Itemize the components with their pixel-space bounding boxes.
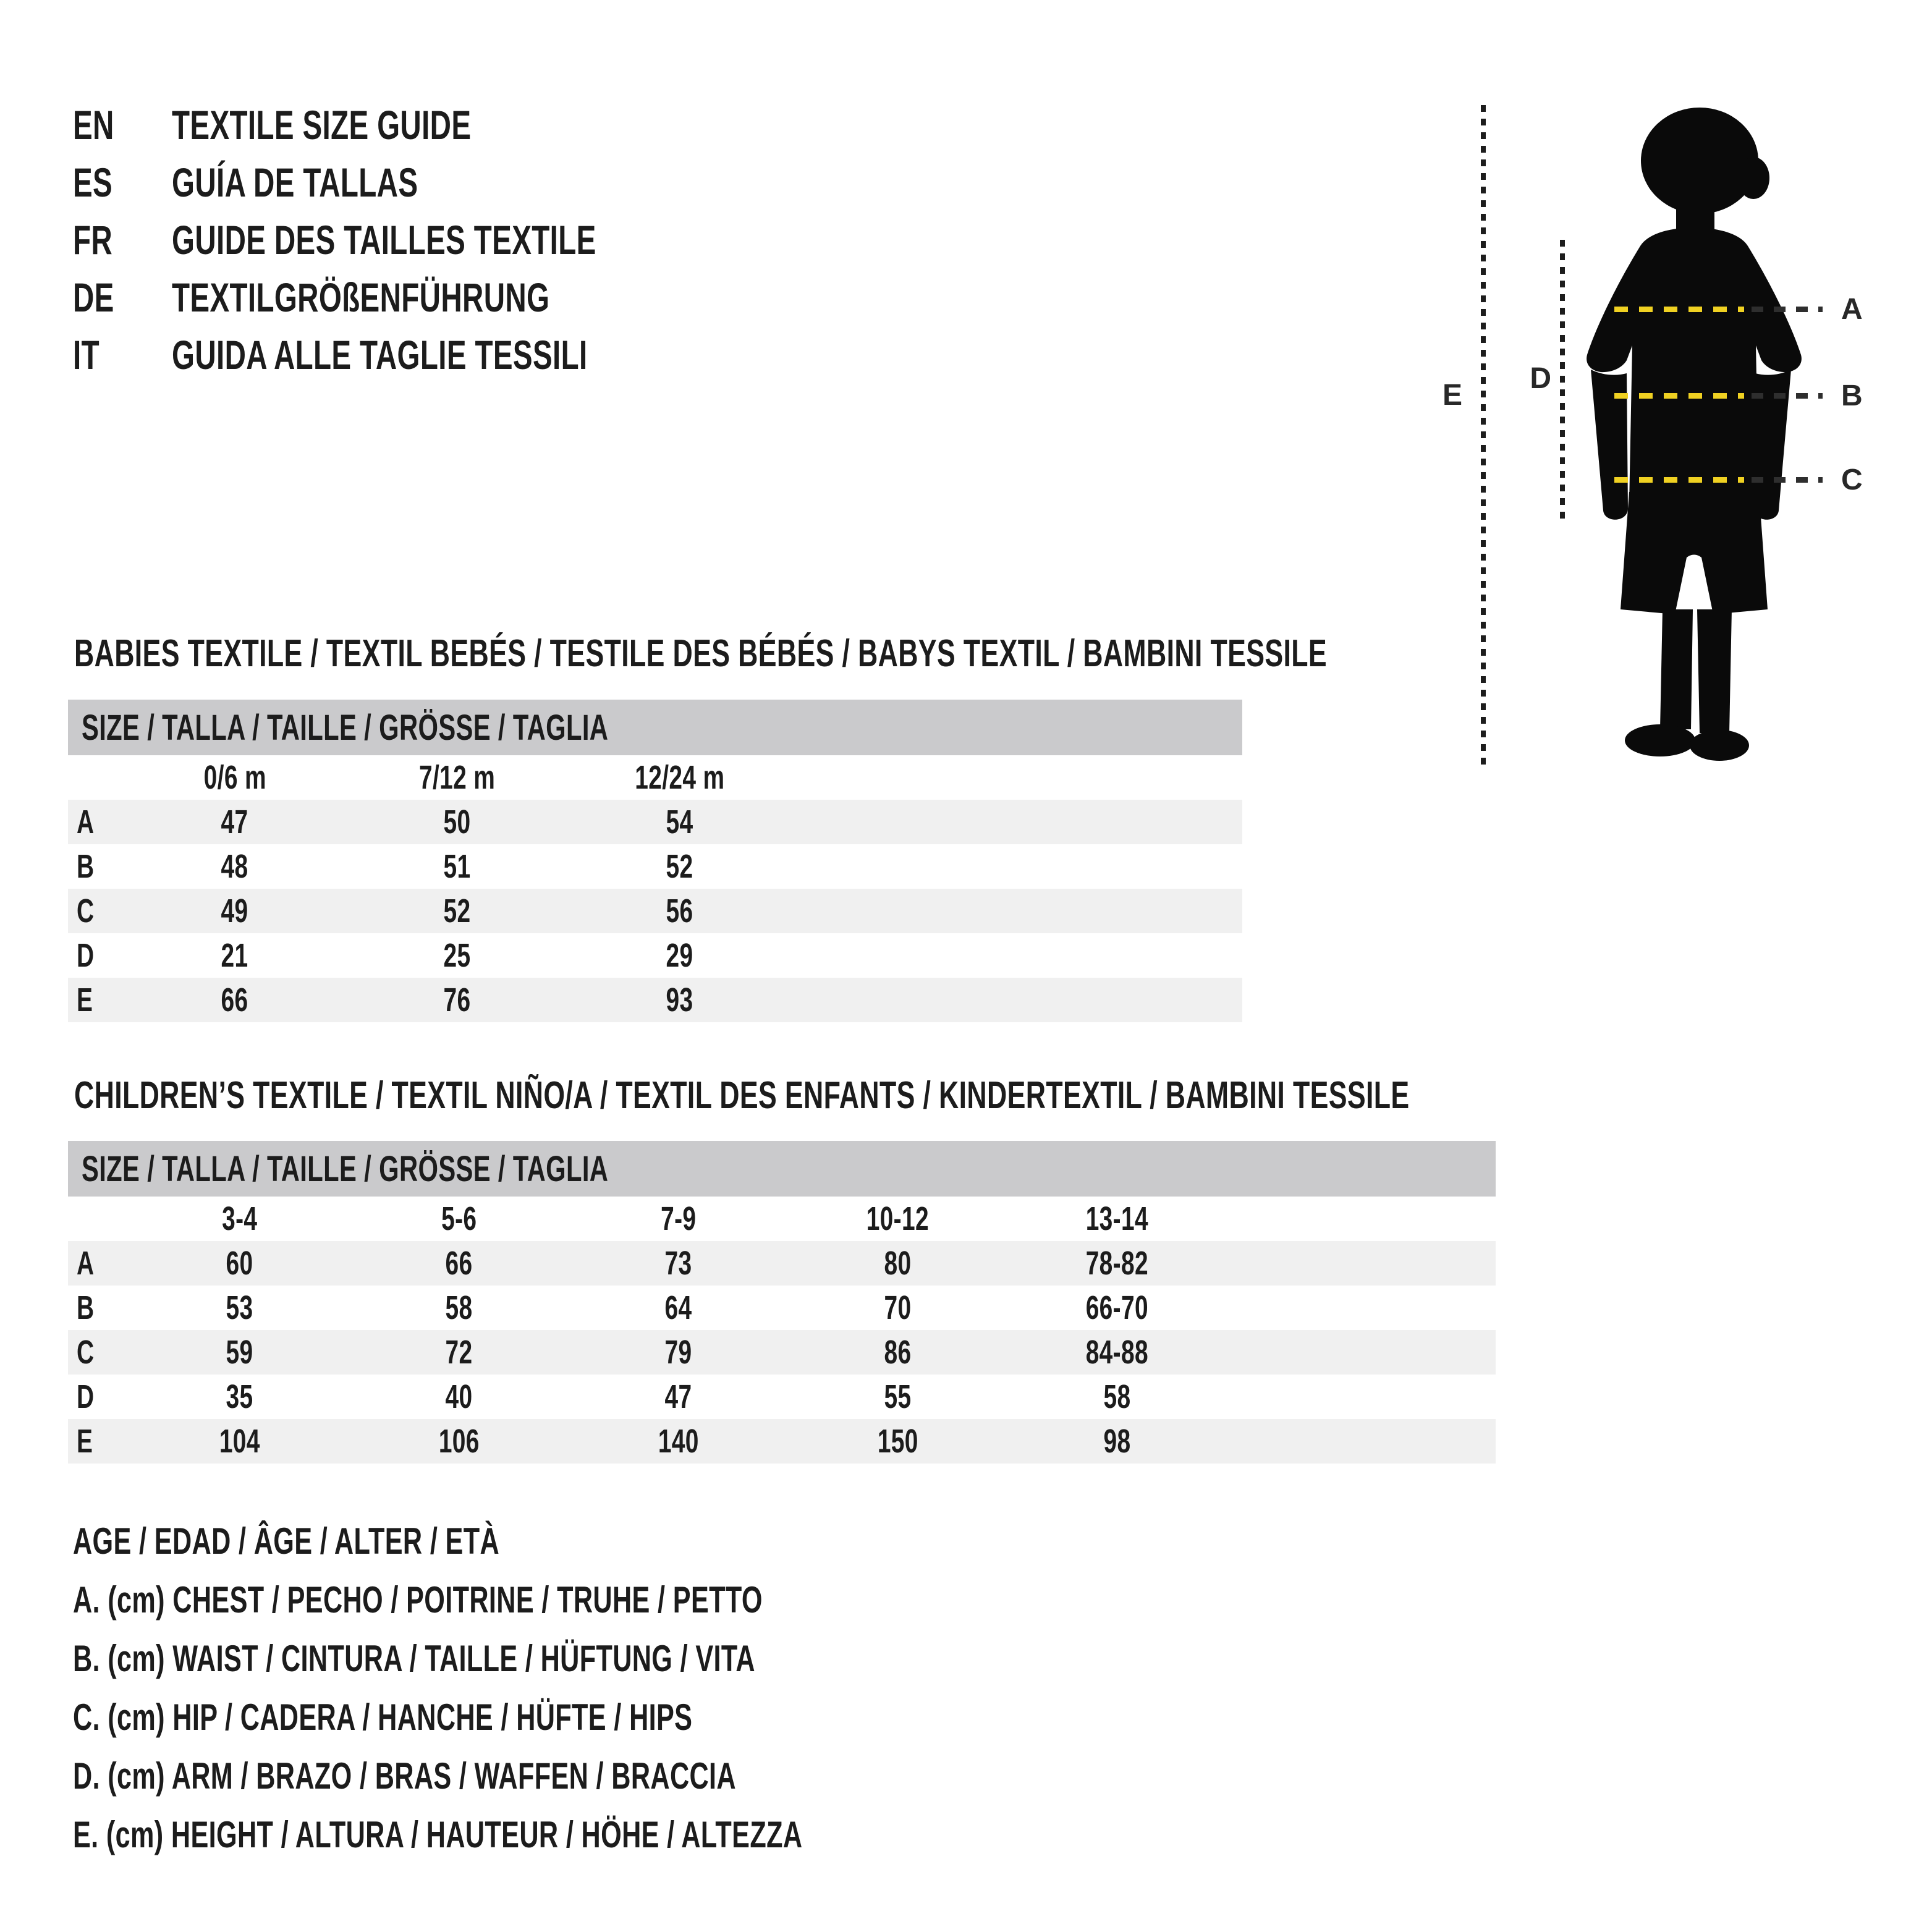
value-cell: 29 — [666, 937, 693, 974]
table-row-a — [68, 800, 1242, 844]
value-cell: 76 — [444, 981, 471, 1019]
children-column-header-row — [68, 1197, 1496, 1241]
column-header: 5-6 — [441, 1200, 477, 1237]
babies-table — [68, 755, 1242, 1022]
value-cell: 64 — [664, 1289, 692, 1326]
language-row-de — [73, 268, 761, 326]
dark-dash-segment — [1752, 307, 1823, 312]
table-row-d — [68, 1375, 1496, 1419]
value-cell: 56 — [666, 892, 693, 930]
children-table-header-bar: SIZE / TALLA / TAILLE / GRÖSSE / TAGLIA — [68, 1141, 1496, 1197]
language-row-it — [73, 326, 761, 383]
yellow-dash-segment — [1614, 477, 1744, 483]
value-cell: 47 — [664, 1378, 692, 1415]
row-label: B — [77, 1289, 95, 1326]
value-cell: 53 — [226, 1289, 253, 1326]
value-cell: 55 — [884, 1378, 912, 1415]
value-cell: 66 — [221, 981, 248, 1019]
value-cell: 86 — [884, 1334, 912, 1371]
row-label: D — [77, 1378, 95, 1415]
table-row-b — [68, 844, 1242, 889]
value-cell: 25 — [444, 937, 471, 974]
figure-label-e: E — [1442, 379, 1462, 412]
arm-measure-dotted-line — [1560, 240, 1565, 523]
value-cell: 93 — [666, 981, 693, 1019]
value-cell: 104 — [219, 1423, 260, 1460]
language-row-en — [73, 96, 761, 153]
table-row-c — [68, 889, 1242, 933]
value-cell: 51 — [444, 848, 471, 885]
language-code: EN — [73, 101, 114, 148]
value-cell: 140 — [658, 1423, 699, 1460]
language-row-fr — [73, 211, 761, 268]
legend-line-waist: B. (cm) WAIST / CINTURA / TAILLE / HÜFTUNG / VITA — [73, 1638, 755, 1679]
column-header: 10-12 — [866, 1200, 930, 1237]
figure-label-b: B — [1841, 379, 1863, 412]
legend-line-arm: D. (cm) ARM / BRAZO / BRAS / WAFFEN / BRACCIA — [73, 1755, 736, 1797]
row-label: B — [77, 848, 95, 885]
value-cell: 98 — [1103, 1423, 1131, 1460]
value-cell: 80 — [884, 1245, 912, 1282]
value-cell: 66-70 — [1085, 1289, 1149, 1326]
children-table — [68, 1197, 1496, 1464]
row-label: C — [77, 892, 95, 930]
value-cell: 60 — [226, 1245, 253, 1282]
language-title: GUIDE DES TAILLES TEXTILE — [172, 216, 596, 263]
column-header: 7-9 — [660, 1200, 697, 1237]
value-cell: 40 — [445, 1378, 473, 1415]
value-cell: 84-88 — [1085, 1334, 1149, 1371]
figure-label-c: C — [1841, 463, 1863, 496]
language-code: ES — [73, 159, 113, 205]
value-cell: 79 — [664, 1334, 692, 1371]
value-cell: 70 — [884, 1289, 912, 1326]
table-row-d — [68, 933, 1242, 978]
value-cell: 73 — [664, 1245, 692, 1282]
value-cell: 52 — [666, 848, 693, 885]
silhouette-head — [1641, 108, 1758, 214]
yellow-dash-segment — [1614, 307, 1744, 312]
language-code: FR — [73, 216, 113, 263]
value-cell: 58 — [445, 1289, 473, 1326]
value-cell: 59 — [226, 1334, 253, 1371]
value-cell: 35 — [226, 1378, 253, 1415]
value-cell: 66 — [445, 1245, 473, 1282]
row-label: E — [77, 981, 93, 1019]
column-header: 3-4 — [221, 1200, 258, 1237]
column-header: 12/24 m — [635, 759, 725, 796]
value-cell: 54 — [666, 803, 693, 841]
value-cell: 58 — [1103, 1378, 1131, 1415]
value-cell: 52 — [444, 892, 471, 930]
babies-table-header-bar: SIZE / TALLA / TAILLE / GRÖSSE / TAGLIA — [68, 700, 1242, 755]
row-label: C — [77, 1334, 95, 1371]
value-cell: 72 — [445, 1334, 473, 1371]
yellow-dash-segment — [1614, 393, 1744, 399]
silhouette-right-shoe — [1690, 730, 1749, 761]
legend-line-hip: C. (cm) HIP / CADERA / HANCHE / HÜFTE / HIPS — [73, 1697, 693, 1738]
waist-measure-line — [1614, 377, 1863, 414]
row-label: A — [77, 803, 95, 841]
language-list — [73, 96, 761, 383]
legend-line-chest: A. (cm) CHEST / PECHO / POITRINE / TRUHE / PETTO — [73, 1579, 763, 1621]
language-title: TEXTILE SIZE GUIDE — [172, 101, 472, 148]
language-title: TEXTILGRÖßENFÜHRUNG — [172, 274, 550, 320]
value-cell: 21 — [221, 937, 248, 974]
value-cell: 47 — [221, 803, 248, 841]
column-header: 13-14 — [1085, 1200, 1149, 1237]
table-row-a — [68, 1241, 1496, 1286]
language-title: GUÍA DE TALLAS — [172, 159, 418, 205]
column-header: 7/12 m — [419, 759, 496, 796]
table-row-c — [68, 1330, 1496, 1375]
language-code: DE — [73, 274, 114, 320]
babies-section-title: BABIES TEXTILE / TEXTIL BEBÉS / TESTILE DES BÉBÉS / BABYS TEXTIL / BAMBINI TESSILE — [74, 632, 1328, 675]
value-cell: 49 — [221, 892, 248, 930]
figure-label-a: A — [1841, 292, 1863, 326]
hip-measure-line — [1614, 461, 1863, 498]
figure-label-d: D — [1530, 362, 1551, 395]
language-title: GUIDA ALLE TAGLIE TESSILI — [172, 331, 588, 378]
value-cell: 50 — [444, 803, 471, 841]
value-cell: 106 — [438, 1423, 480, 1460]
legend-line-age: AGE / EDAD / ÂGE / ALTER / ETÀ — [73, 1520, 500, 1562]
row-label: D — [77, 937, 95, 974]
dark-dash-segment — [1752, 393, 1823, 399]
chest-measure-line — [1614, 290, 1863, 328]
value-cell: 150 — [877, 1423, 918, 1460]
dark-dash-segment — [1752, 477, 1823, 483]
language-row-es — [73, 153, 761, 211]
row-label: A — [77, 1245, 95, 1282]
legend-line-height: E. (cm) HEIGHT / ALTURA / HAUTEUR / HÖHE / ALTEZZA — [73, 1814, 803, 1855]
column-header: 0/6 m — [203, 759, 266, 796]
value-cell: 48 — [221, 848, 248, 885]
silhouette-left-shoe — [1625, 724, 1695, 756]
babies-column-header-row — [68, 755, 1242, 800]
children-section-title: CHILDREN’S TEXTILE / TEXTIL NIÑO/A / TEXTIL DES ENFANTS / KINDERTEXTIL / BAMBINI TESSILE — [74, 1074, 1410, 1117]
row-label: E — [77, 1423, 93, 1460]
value-cell: 78-82 — [1085, 1245, 1149, 1282]
silhouette-shorts — [1621, 492, 1768, 614]
table-row-e — [68, 978, 1242, 1022]
language-code: IT — [73, 331, 100, 378]
silhouette-hair — [1737, 157, 1769, 199]
table-row-e — [68, 1419, 1496, 1464]
table-row-b — [68, 1286, 1496, 1330]
measurement-legend — [73, 1512, 1086, 1864]
